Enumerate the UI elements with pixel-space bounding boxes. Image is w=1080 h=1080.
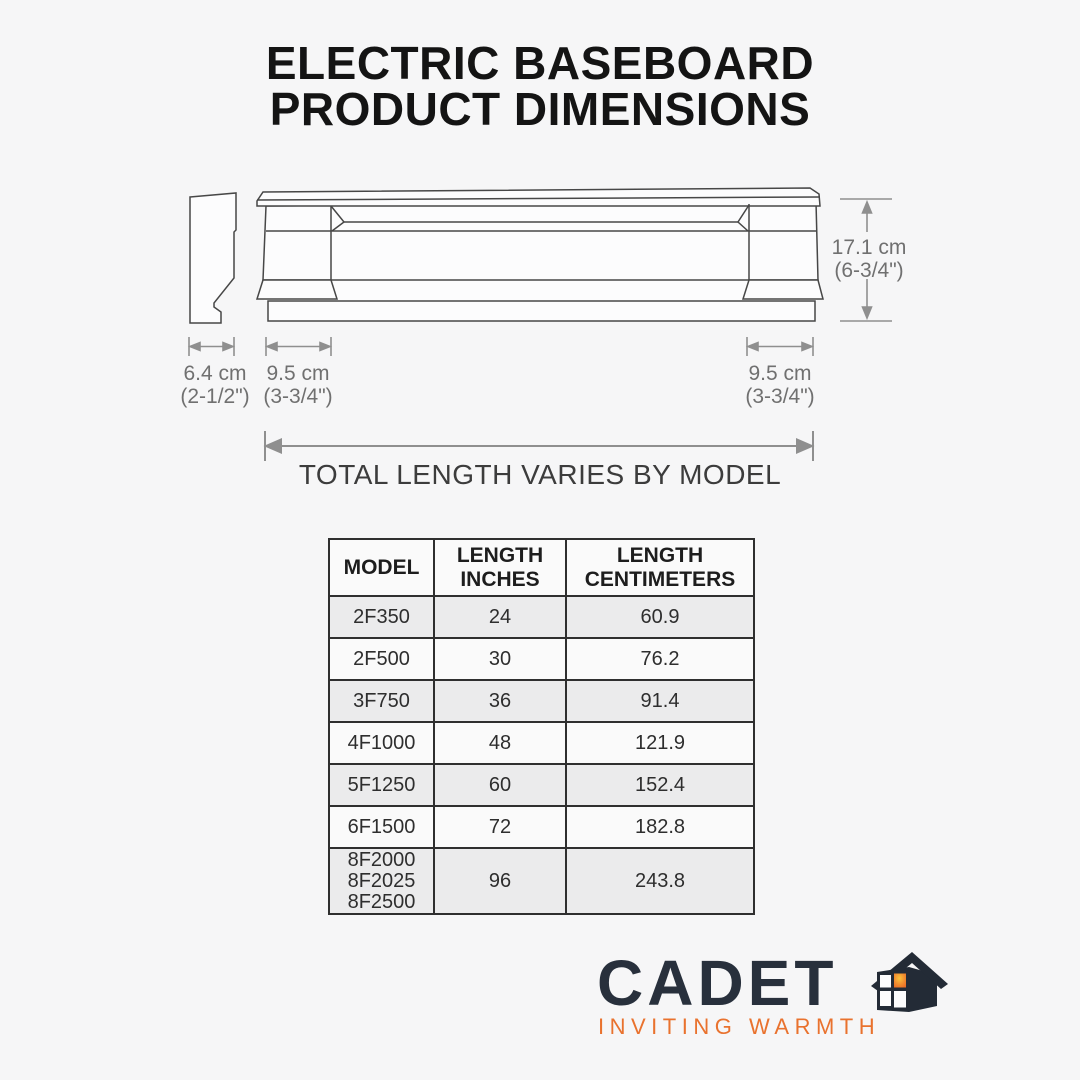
baseboard-right-foot	[743, 280, 823, 299]
table-row: 2F500 30 76.2	[329, 638, 754, 680]
brand-tagline: INVITING WARMTH	[598, 1014, 881, 1039]
baseboard-body	[263, 202, 818, 280]
table-row: 5F1250 60 152.4	[329, 764, 754, 806]
dim-endcap-left-arrow	[266, 337, 331, 356]
baseboard-end-profile	[190, 193, 236, 323]
table-row: 6F1500 72 182.8	[329, 806, 754, 848]
brand-wordmark: CADET	[597, 947, 838, 1019]
table-row: 4F1000 48 121.9	[329, 722, 754, 764]
dim-height-label: 17.1 cm (6-3/4")	[831, 236, 907, 282]
window-pane	[880, 991, 891, 1006]
dim-endcap-right-arrow	[747, 337, 813, 356]
table-header-row	[329, 539, 754, 596]
dim-end-depth-label: 6.4 cm (2-1/2")	[180, 362, 250, 408]
page-title-line1: ELECTRIC BASEBOARD	[265, 37, 815, 89]
page-title-line2: PRODUCT DIMENSIONS	[269, 83, 811, 135]
window-pane-warm	[894, 974, 906, 988]
dimensions-table	[328, 538, 755, 915]
house-icon	[870, 948, 956, 1018]
table-row: 3F750 36 91.4	[329, 680, 754, 722]
dim-endcap-left-label: 9.5 cm (3-3/4")	[263, 362, 333, 408]
col-header-length-centimeters: LENGTH CENTIMETERS	[566, 539, 754, 596]
total-length-label: TOTAL LENGTH VARIES BY MODEL	[298, 459, 782, 490]
baseboard-left-foot	[257, 280, 337, 299]
dim-total-length-arrow	[265, 431, 813, 461]
col-header-model: MODEL	[329, 539, 434, 596]
dim-endcap-right-label: 9.5 cm (3-3/4")	[745, 362, 815, 408]
table-row: 8F2000 8F2025 8F2500 96 243.8	[329, 848, 754, 914]
baseboard-bottom-strip	[268, 301, 815, 321]
col-header-length-inches: LENGTH INCHES	[434, 539, 566, 596]
window-pane	[894, 991, 906, 1008]
table-row: 2F350 24 60.9	[329, 596, 754, 638]
dim-end-depth-arrow	[189, 337, 234, 356]
window-pane	[880, 975, 891, 988]
